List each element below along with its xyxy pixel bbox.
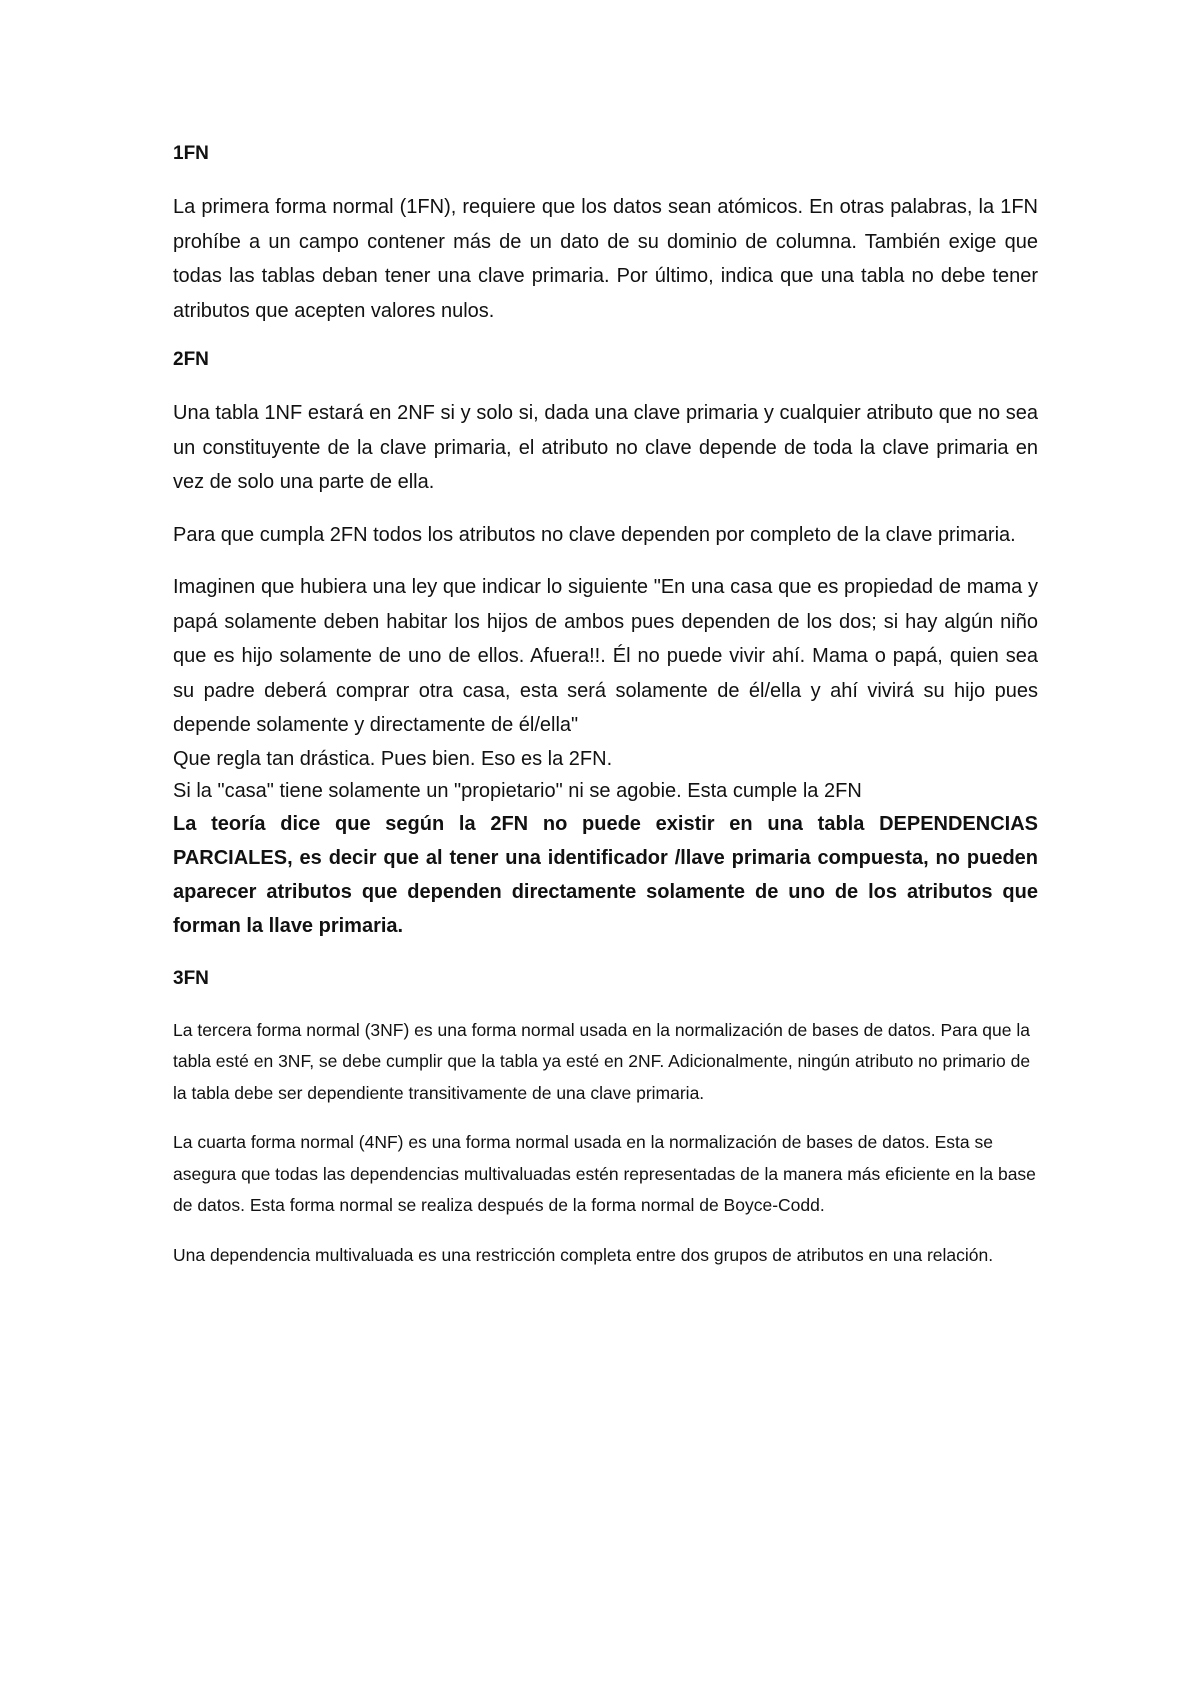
paragraph-2fn-summary: Para que cumpla 2FN todos los atributos no clave dependen por completo de la clave primaria. <box>173 523 1016 546</box>
line-2fn-house: Si la "casa" tiene solamente un "propietario" ni se agobie. Esta cumple la 2FN <box>173 779 862 802</box>
paragraph-2fn-analogy: Imaginen que hubiera una ley que indicar lo siguiente "En una casa que es propiedad de mama y papá solamente deben habitar los hijos de ambos pues dependen de los dos; si hay algún niño que es hijo solamente de uno de ellos. Afuera!!. Él no puede vivir ahí. Mama o papá, quien sea su padre deberá comprar otra casa, esta será solamente de él/ella y ahí vivirá su hijo pues depende solamente y directamente de él/ella" <box>173 576 1038 736</box>
paragraph-2fn-theory: La teoría dice que según la 2FN no puede existir en una tabla DEPENDENCIAS PARCIALES, es decir que al tener una identificador /llave primaria compuesta, no pueden aparecer atributos que dependen directamente solamente de uno de los atributos que forman la llave primaria. <box>173 812 1038 937</box>
paragraph-4fn-definition: La cuarta forma normal (4NF) es una forma normal usada en la normalización de bases de datos. Esta se asegura que todas las dependencias multivaluadas estén representadas de la manera más eficiente en la base de datos. Esta forma normal se realiza después de la forma normal de Boyce-Codd. <box>173 1132 1036 1215</box>
heading-2fn: 2FN <box>173 349 209 370</box>
paragraph-2fn-definition: Una tabla 1NF estará en 2NF si y solo si, dada una clave primaria y cualquier atributo que no sea un constituyente de la clave primaria, el atributo no clave depende de toda la clave primaria en vez de solo una parte de ella. <box>173 402 1038 493</box>
document-page <box>173 140 1038 1289</box>
paragraph-3fn-definition: La tercera forma normal (3NF) es una forma normal usada en la normalización de bases de datos. Para que la tabla esté en 3NF, se debe cumplir que la tabla ya esté en 2NF. Adicionalmente, ningún atributo no primario de la tabla debe ser dependiente transitivamente de una clave primaria. <box>173 1019 1031 1103</box>
paragraph-multivalued-dependency: Una dependencia multivaluada es una restricción completa entre dos grupos de atributos en una relación. <box>173 1244 994 1265</box>
line-2fn-remark: Que regla tan drástica. Pues bien. Eso es la 2FN. <box>173 747 613 770</box>
heading-3fn: 3FN <box>173 967 209 989</box>
heading-1fn: 1FN <box>173 143 209 164</box>
paragraph-1fn-definition: La primera forma normal (1FN), requiere que los datos sean atómicos. En otras palabras, la 1FN prohíbe a un campo contener más de un dato de su dominio de columna. También exige que todas las tablas deban tener una clave primaria. Por último, indica que una tabla no debe tener atributos que acepten valores nulos. <box>173 196 1038 322</box>
